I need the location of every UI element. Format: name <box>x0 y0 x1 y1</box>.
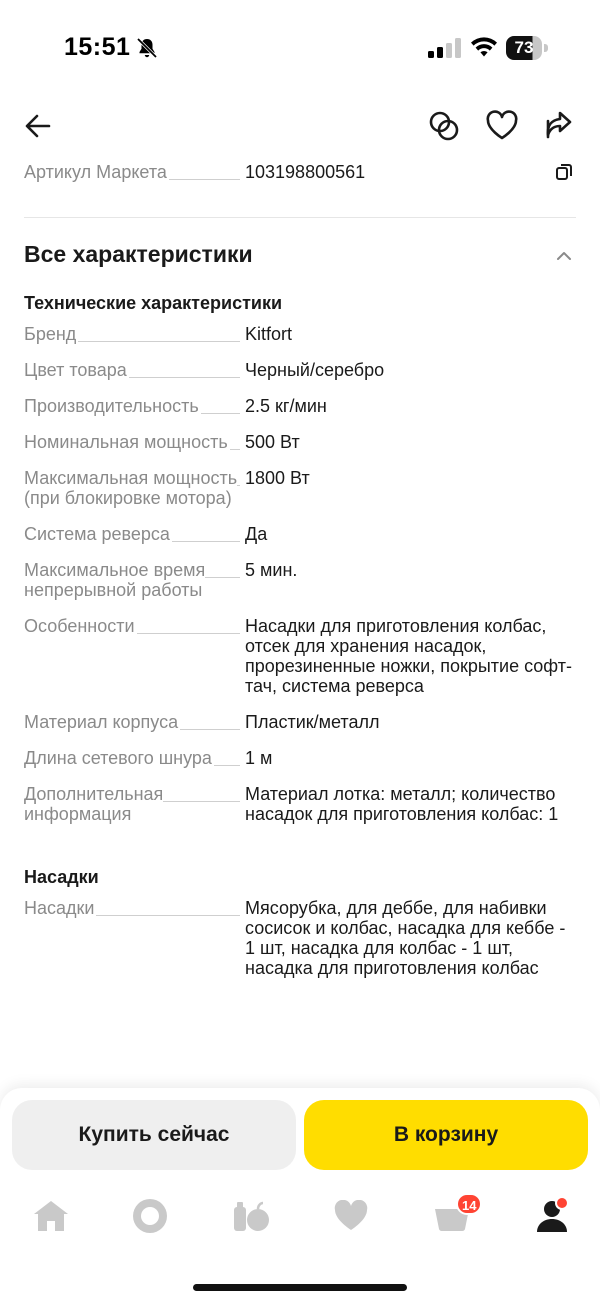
share-button[interactable] <box>538 106 578 146</box>
spec-group-title: Технические характеристики <box>24 293 283 313</box>
spec-label: Насадки <box>24 898 240 978</box>
spec-label: Материал корпуса <box>24 712 240 732</box>
spec-row <box>24 784 576 824</box>
spec-value: 1800 Вт <box>245 468 310 488</box>
spec-row <box>24 748 576 768</box>
spec-row <box>24 432 576 452</box>
battery-tip <box>544 44 548 52</box>
bell-muted-icon <box>135 36 159 60</box>
spec-row <box>24 324 576 344</box>
status-bar <box>0 0 600 96</box>
home-icon <box>32 1199 70 1233</box>
specs-list <box>24 290 576 994</box>
tab-bar <box>0 1188 600 1248</box>
spec-row <box>24 396 576 416</box>
tab-alice[interactable] <box>128 1194 172 1238</box>
alice-icon <box>131 1197 169 1235</box>
add-to-cart-button[interactable]: В корзину <box>304 1100 588 1170</box>
spec-value: 2.5 кг/мин <box>245 396 327 416</box>
spec-row <box>24 616 576 696</box>
battery-icon <box>506 36 548 60</box>
top-nav <box>0 96 600 156</box>
buy-now-button[interactable]: Купить сейчас <box>12 1100 296 1170</box>
wifi-icon <box>470 36 498 58</box>
spec-label: Производительность <box>24 396 240 416</box>
article-row <box>24 158 576 188</box>
group-gap <box>24 840 576 864</box>
section-title: Все характеристики <box>24 241 253 267</box>
spec-value: Материал лотка: металл; количество насадок для приготовления колбас: 1 <box>245 784 559 824</box>
spec-label: Особенности <box>24 616 240 696</box>
spec-value: Мясорубка, для деббе, для набивки сосисок и колбас, насадка для кеббе - 1 шт, насадка для колбас - 1 шт, насадка для приготовления колбас <box>245 898 566 978</box>
heart-icon <box>333 1200 369 1232</box>
status-time: 15:51 <box>64 33 131 61</box>
spec-label: Максимальная мощность (при блокировке мотора) <box>24 468 240 508</box>
spec-label: Номинальная мощность <box>24 432 240 452</box>
spec-label: Система реверса <box>24 524 240 544</box>
signal-icon <box>428 38 462 58</box>
spec-label: Максимальное время непрерывной работы <box>24 560 240 600</box>
catalog-icon <box>231 1199 271 1233</box>
spec-row <box>24 712 576 732</box>
spec-label: Дополнительная информация <box>24 784 240 824</box>
divider <box>24 217 576 218</box>
spec-label: Бренд <box>24 324 240 344</box>
article-value: 103198800561 <box>245 162 366 182</box>
back-button[interactable] <box>18 106 58 146</box>
bottom-panel <box>0 1088 600 1303</box>
cart-badge: 14 <box>456 1193 482 1215</box>
chevron-up-icon <box>555 250 573 262</box>
tab-home[interactable] <box>29 1194 73 1238</box>
spec-value: Насадки для приготовления колбас, отсек для хранения насадок, прорезиненные ножки, покрытие софт-тач, система реверса <box>245 616 572 696</box>
all-specs-header[interactable] <box>24 236 576 276</box>
profile-notification-dot <box>555 1196 569 1210</box>
favorite-button[interactable] <box>482 106 522 146</box>
spec-row <box>24 898 576 978</box>
spec-value: Черный/серебро <box>245 360 385 380</box>
spec-row <box>24 560 576 600</box>
spec-row <box>24 524 576 544</box>
spec-value: Kitfort <box>245 324 293 344</box>
spec-group-title: Насадки <box>24 867 99 887</box>
spec-label: Цвет товара <box>24 360 240 380</box>
copy-button[interactable] <box>552 160 576 184</box>
tab-catalog[interactable] <box>229 1194 273 1238</box>
share-icon <box>542 109 574 143</box>
spec-row <box>24 468 576 508</box>
spec-value: 500 Вт <box>245 432 300 452</box>
spec-row <box>24 360 576 380</box>
battery-level: 73 <box>506 36 542 60</box>
spec-value: Пластик/металл <box>245 712 380 732</box>
heart-icon <box>485 110 519 142</box>
compare-button[interactable] <box>424 106 464 146</box>
spec-value: 1 м <box>245 748 273 768</box>
copy-icon <box>554 162 574 182</box>
arrow-left-icon <box>23 111 53 141</box>
tab-favorites[interactable] <box>329 1194 373 1238</box>
collapse-button[interactable] <box>552 244 576 268</box>
compare-icon <box>427 109 461 143</box>
home-indicator[interactable] <box>193 1284 407 1291</box>
spec-label: Длина сетевого шнура <box>24 748 240 768</box>
article-label: Артикул Маркета <box>24 162 240 182</box>
spec-value: 5 мин. <box>245 560 298 580</box>
spec-value: Да <box>245 524 268 544</box>
